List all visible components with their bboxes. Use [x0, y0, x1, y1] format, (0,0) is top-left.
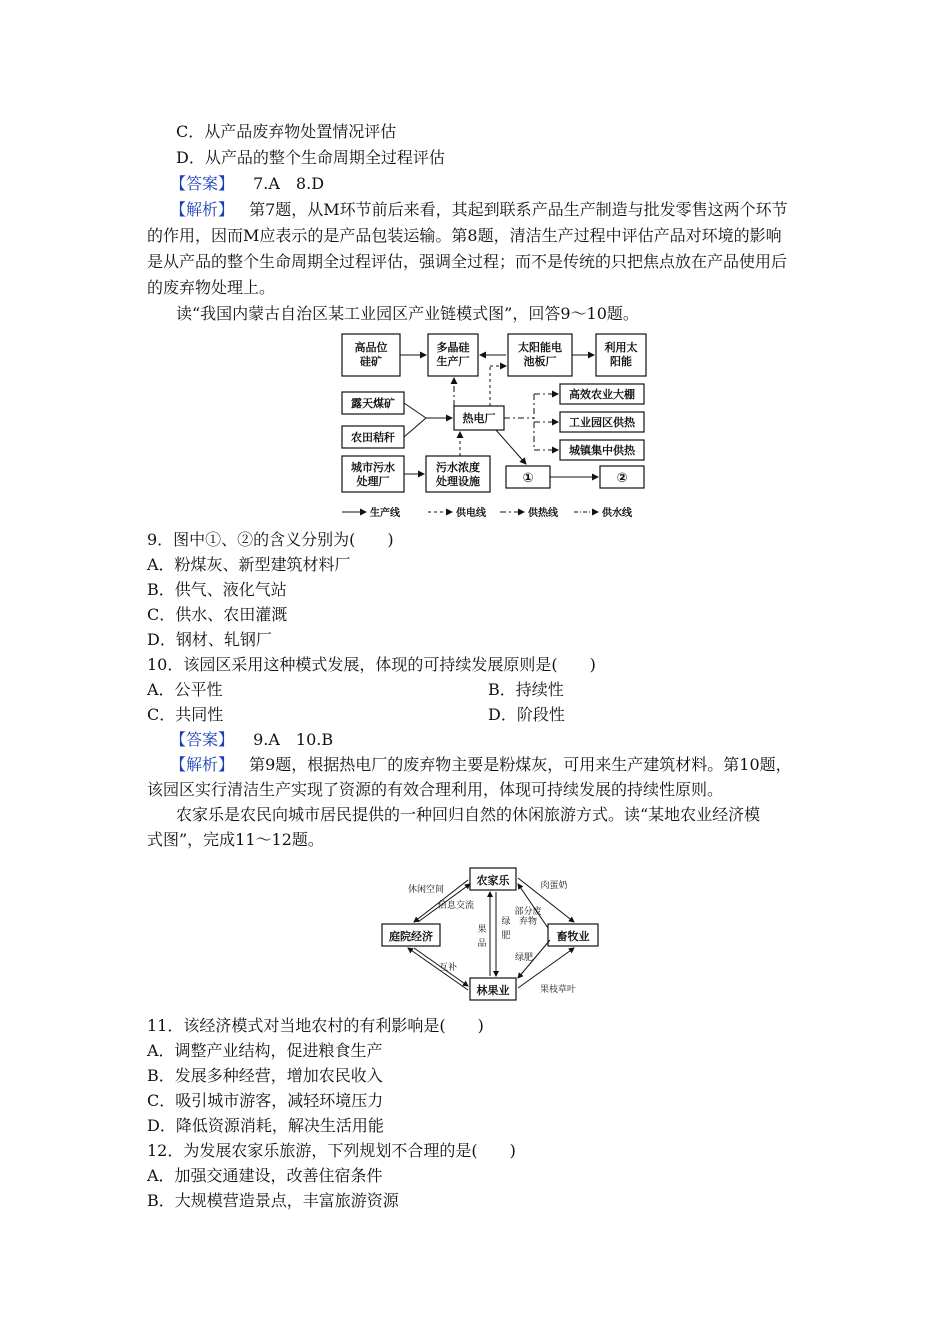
intro-9-10: 读“我国内蒙古自治区某工业园区产业链模式图”，回答9～10题。	[176, 304, 639, 323]
label-chengshi-1: 城市污水	[351, 461, 395, 474]
explanation-7-8-line4: 的废弃物处理上。	[147, 278, 276, 297]
intro-11-12-line1: 农家乐是农民向城市居民提供的一种回归自然的休闲旅游方式。读“某地农业经济模	[176, 805, 761, 824]
label-circle-1: ①	[522, 471, 534, 486]
label-animal: 畜牧业	[556, 930, 590, 943]
label-li-1: 利用太	[604, 341, 638, 354]
label-gao-1: 高品位	[354, 341, 388, 354]
intro-11-12-line2: 式图”，完成11～12题。	[147, 830, 324, 849]
explanation-tag: 【解析】	[170, 200, 235, 219]
legend-production: 生产线	[370, 508, 400, 519]
explanation-text: 第9题，根据热电厂的废弃物主要是粉煤灰，可用来生产建筑材料。第10题，	[249, 755, 792, 774]
legend-power: 供电线	[456, 508, 486, 519]
label-chengzhen: 城镇集中供热	[569, 444, 635, 457]
q11-option-a: A．调整产业结构，促进粮食生产	[147, 1041, 383, 1060]
answer-7-8	[170, 172, 324, 196]
label-li-2: 阳能	[610, 355, 632, 368]
q10-stem: 10．该园区采用这种模式发展，体现的可持续发展原则是( )	[147, 655, 596, 674]
explanation-tag: 【解析】	[170, 755, 235, 774]
explanation-7-8-line2: 的作用，因而M应表示的是产品包装运输。第8题，清洁生产过程中评估产品对环境的影响	[147, 226, 782, 245]
q10-row1	[147, 678, 223, 702]
label-duo-1: 多晶硅	[436, 341, 470, 354]
label-gaoxiao: 高效农业大棚	[569, 388, 635, 401]
label-waste-2: 弃物	[518, 917, 538, 927]
label-fruit-2: 品	[477, 939, 487, 949]
q8-option-c: C．从产品废弃物处置情况评估	[176, 122, 397, 141]
q12-option-b: B．大规模营造景点，丰富旅游资源	[147, 1191, 399, 1210]
q9-option-a: A．粉煤灰、新型建筑材料厂	[147, 555, 351, 574]
q10-option-d: D．阶段性	[488, 705, 565, 724]
answer-tag: 【答案】	[170, 730, 235, 749]
label-complement: 互补	[438, 963, 458, 973]
q10-option-c: C．共同性	[147, 705, 224, 724]
answer-text: 9.A 10.B	[253, 730, 334, 749]
label-fruit-1: 果	[477, 925, 487, 935]
label-tai-2: 池板厂	[523, 355, 557, 368]
explanation-9-10-line2: 该园区实行清洁生产实现了资源的有效合理利用，体现可持续发展的持续性原则。	[147, 780, 724, 799]
label-gao-2: 硅矿	[360, 355, 382, 368]
label-branches: 果枝草叶	[539, 985, 577, 995]
label-nongjiale: 农家乐	[476, 874, 510, 887]
q12-stem: 12．为发展农家乐旅游，下列规划不合理的是( )	[147, 1141, 516, 1160]
q9-option-c: C．供水、农田灌溉	[147, 605, 288, 624]
label-tai-1: 太阳能电	[518, 341, 562, 354]
label-wushui-2: 处理设施	[436, 475, 480, 488]
q12-option-a: A．加强交通建设，改善住宿条件	[147, 1166, 383, 1185]
label-lutian: 露天煤矿	[351, 397, 395, 410]
answer-tag: 【答案】	[170, 174, 235, 193]
explanation-text: 第7题，从M环节前后来看，其起到联系产品生产制造与批发零售这两个环节	[249, 200, 788, 219]
industry-chain-diagram	[330, 326, 660, 524]
q11-option-d: D．降低资源消耗，解决生活用能	[147, 1116, 384, 1135]
explanation-9-10-line1	[170, 753, 792, 777]
label-green-manure-1b: 肥	[501, 931, 511, 941]
explanation-7-8-line1	[170, 198, 788, 222]
q8-option-d: D．从产品的整个生命周期全过程评估	[176, 148, 445, 167]
legend-heat: 供热线	[528, 508, 558, 519]
q9-stem: 9．图中①、②的含义分别为( )	[147, 530, 394, 549]
legend-water: 供水线	[602, 508, 632, 519]
agri-model-diagram	[378, 862, 604, 1006]
label-orchard: 林果业	[476, 984, 510, 997]
q11-option-b: B．发展多种经营，增加农民收入	[147, 1066, 383, 1085]
q11-stem: 11．该经济模式对当地农村的有利影响是( )	[147, 1016, 484, 1035]
label-green-manure-2: 绿肥	[514, 953, 534, 963]
label-meat-egg-milk: 肉蛋奶	[540, 881, 568, 891]
label-green-manure-1a: 绿	[501, 917, 511, 927]
q11-option-c: C．吸引城市游客，减轻环境压力	[147, 1091, 384, 1110]
label-courtyard: 庭院经济	[389, 930, 433, 943]
label-gongye: 工业园区供热	[569, 416, 635, 429]
answer-9-10	[170, 728, 333, 752]
explanation-7-8-line3: 是从产品的整个生命周期全过程评估，强调全过程；而不是传统的只把焦点放在产品使用后	[147, 252, 788, 271]
label-waste-1: 部分废	[514, 907, 542, 917]
label-wushui-1: 污水浓度	[436, 461, 480, 474]
q9-option-d: D．钢材、轧钢厂	[147, 630, 272, 649]
label-chengshi-2: 处理厂	[356, 475, 390, 488]
q10-option-b: B．持续性	[488, 680, 564, 699]
label-power-plant: 热电厂	[462, 412, 496, 425]
label-leisure: 休闲空间	[407, 885, 445, 895]
label-info: 信息交流	[437, 901, 475, 911]
q9-option-b: B．供气、液化气站	[147, 580, 287, 599]
label-nongtian: 农田秸秆	[351, 431, 395, 444]
label-duo-2: 生产厂	[436, 355, 470, 368]
answer-text: 7.A 8.D	[253, 174, 325, 193]
label-circle-2: ②	[616, 471, 628, 486]
q10-option-a: A．公平性	[147, 680, 223, 699]
